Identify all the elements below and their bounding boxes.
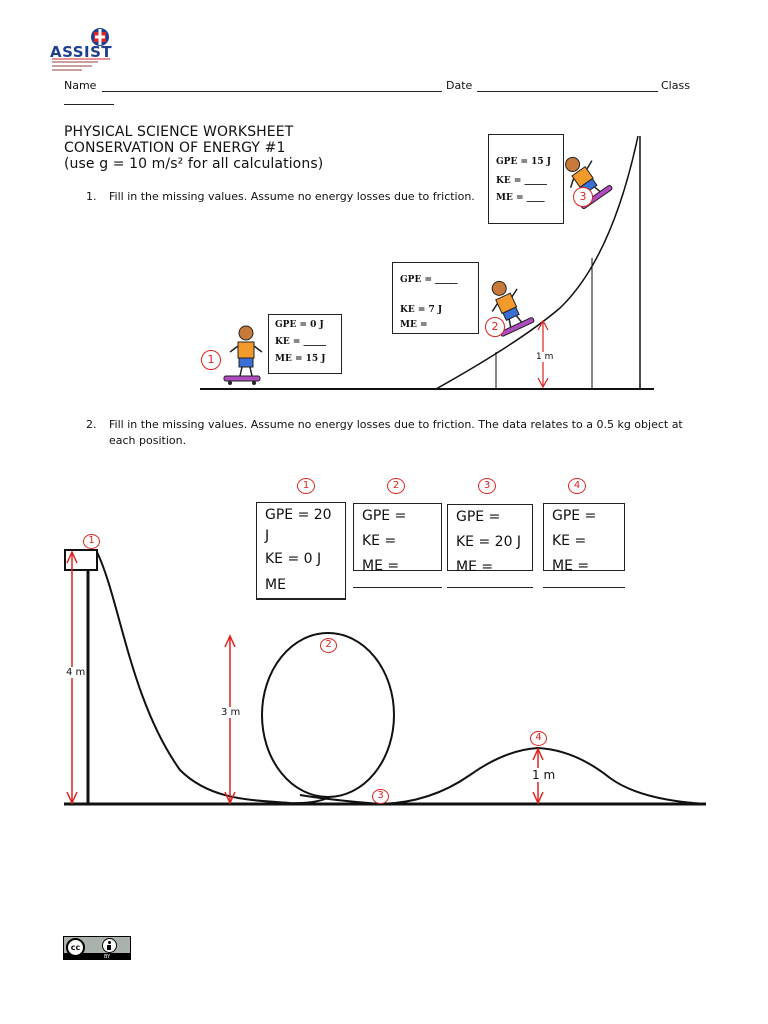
q2-box4-ke: KE = [552,533,587,549]
q2-box4-gpe: GPE = [552,508,597,524]
q2-text-line-1: Fill in the missing values. Assume no energy losses due to friction. The data relates to a 0.5 kg object at [109,418,683,431]
q2-box3-ke: KE = 20 J [456,534,522,550]
q2-box-marker-3: 3 [478,478,496,494]
q1-text: Fill in the missing values. Assume no energy losses due to friction. [109,190,475,203]
title-line-2: CONSERVATION OF ENERGY #1 [64,140,286,156]
q2-height-arrow-loop [225,636,235,803]
q2-track-drop [97,552,330,803]
title-line-1: PHYSICAL SCIENCE WORKSHEET [64,124,294,140]
q2-box2-gpe: GPE = [362,508,407,524]
q2-start-platform [65,550,97,570]
q1-box1-me: ME = 15 J [275,354,326,364]
q2-box-marker-4: 4 [568,478,586,494]
q2-box3-me: ME = [456,559,494,575]
q2-text-line-2: each position. [109,434,187,447]
q2-track-marker-2: 2 [320,638,337,653]
class-label: Class [661,79,690,92]
q2-track-marker-4: 4 [530,731,547,746]
q1-box2-ke: KE = 7 J [400,305,443,315]
q2-box-marker-2: 2 [387,478,405,494]
q1-number: 1. [86,190,97,203]
q2-box-marker-1: 1 [297,478,315,494]
q2-track-marker-3: 3 [372,789,389,804]
q2-box1-gpe: GPE = 20 [265,507,332,523]
q2-box1-ke: KE = 0 J [265,551,322,567]
q1-box3-gpe: GPE = 15 J [496,157,552,167]
q2-box4-me: ME = [552,558,590,574]
name-label: Name [64,79,97,92]
q1-box3-ke: KE = _____ [496,176,547,186]
q1-marker-1: 1 [201,350,221,370]
q2-height-label-loop: 3 m [221,707,241,718]
q1-box1-ke: KE = _____ [275,337,326,347]
q2-height-label-start: 4 m [66,667,86,678]
q2-box1-me: ME [265,577,286,593]
q2-number: 2. [86,418,97,431]
attribution-person-icon [102,938,117,953]
q1-marker-3: 3 [573,187,593,207]
q2-track-loop [262,633,394,797]
q1-marker-2: 2 [485,317,505,337]
q2-box1-gpe-wrap: J [265,528,270,544]
q2-track-exit [300,748,706,804]
q2-box3-gpe: GPE = [456,509,501,525]
logo-text: ASSIST [50,43,113,61]
q2-box2-me: ME = [362,558,400,574]
q2-height-label-hill: 1 m [532,768,556,782]
q2-box2-ke: KE = [362,533,397,549]
title-line-3: (use g = 10 m/s² for all calculations) [64,156,324,172]
q1-box1-gpe: GPE = 0 J [275,320,324,330]
q1-height-label: 1 m [536,352,554,362]
by-label: BY [104,954,111,960]
q1-box2-me: ME = [400,320,428,330]
q2-track-marker-1: 1 [83,534,100,549]
q1-box2-gpe: GPE = _____ [400,275,458,285]
cc-by-license-badge [63,936,131,960]
date-label: Date [446,79,473,92]
cc-icon: cc [66,938,85,957]
q1-box3-me: ME = ____ [496,193,545,203]
